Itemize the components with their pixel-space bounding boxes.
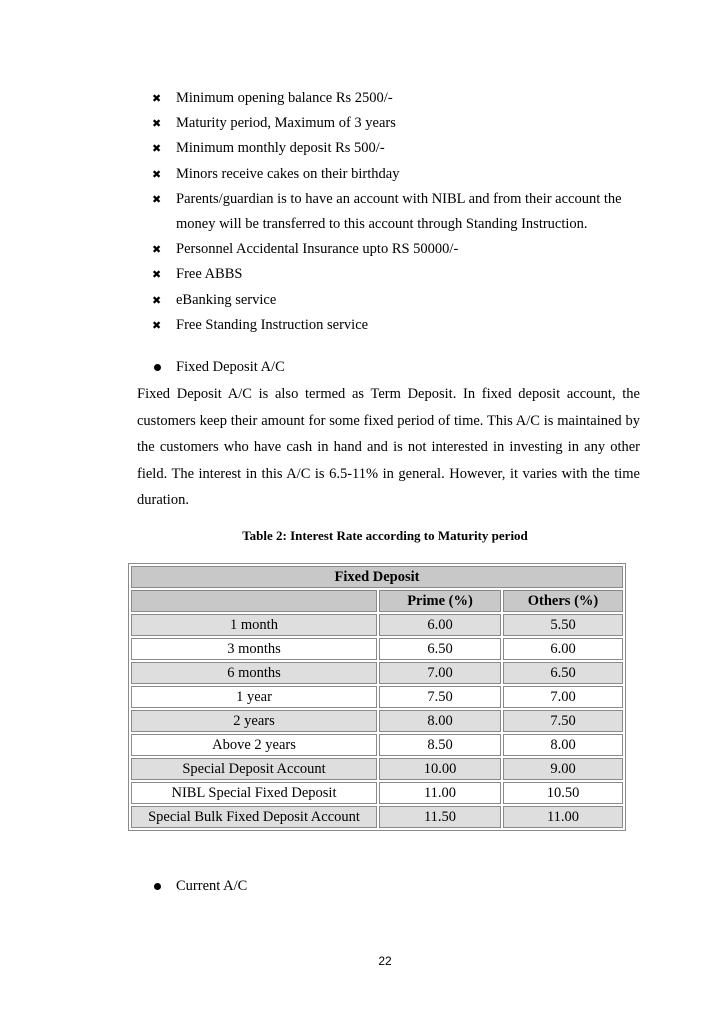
table-row xyxy=(131,614,623,636)
table-cell: 10.00 xyxy=(379,758,501,780)
table-row xyxy=(131,710,623,732)
table-header-row xyxy=(131,590,623,612)
column-header-prime: Prime (%) xyxy=(379,590,501,612)
cross-bullet-icon: ✖ xyxy=(152,117,162,131)
column-header-period xyxy=(131,590,377,612)
current-account-heading xyxy=(152,876,247,896)
table-cell: 11.50 xyxy=(379,806,501,828)
cross-bullet-icon: ✖ xyxy=(152,92,162,105)
list-item xyxy=(152,313,652,338)
table-cell: 5.50 xyxy=(503,614,623,636)
table-row xyxy=(131,686,623,708)
table-cell: 6.00 xyxy=(503,638,623,660)
table-cell: Special Bulk Fixed Deposit Account xyxy=(131,806,377,828)
list-item xyxy=(152,162,652,187)
list-item-text: Free Standing Instruction service xyxy=(176,316,369,333)
list-item-text: Parents/guardian is to have an account with NIBL and from their account the money will be transferred to this account through Standing Instruction. xyxy=(176,190,622,233)
table-cell: 7.00 xyxy=(379,662,501,684)
list-item xyxy=(152,237,652,262)
list-item xyxy=(152,187,652,237)
list-item-text: Minimum monthly deposit Rs 500/- xyxy=(176,140,385,157)
cross-bullet-icon: ✖ xyxy=(152,293,162,307)
table-row xyxy=(131,758,623,780)
list-item-text: eBanking service xyxy=(176,291,277,308)
table-cell: 1 year xyxy=(131,686,377,708)
bullet-dot-icon xyxy=(154,364,161,371)
table-cell: 10.50 xyxy=(503,782,623,804)
cross-bullet-icon: ✖ xyxy=(152,318,162,332)
table-cell: NIBL Special Fixed Deposit xyxy=(131,782,377,804)
table-caption: Table 2: Interest Rate according to Maturity period xyxy=(242,528,528,543)
table-cell: Special Deposit Account xyxy=(131,758,377,780)
table-cell: 11.00 xyxy=(503,806,623,828)
feature-list xyxy=(152,86,652,338)
list-item xyxy=(152,288,652,313)
list-item-text: Personnel Accidental Insurance upto RS 50000/- xyxy=(176,241,459,258)
table-cell: 6.50 xyxy=(503,662,623,684)
table-row xyxy=(131,734,623,756)
table-row xyxy=(131,806,623,828)
list-item-text: Maturity period, Maximum of 3 years xyxy=(176,115,396,132)
bullet-dot-icon xyxy=(154,883,161,890)
current-account-heading-text: Current A/C xyxy=(176,878,248,894)
table-cell: 2 years xyxy=(131,710,377,732)
list-item xyxy=(152,111,652,136)
cross-bullet-icon: ✖ xyxy=(152,167,162,181)
list-item xyxy=(152,262,652,287)
table-cell: 11.00 xyxy=(379,782,501,804)
table-title: Fixed Deposit xyxy=(131,566,623,588)
list-item-text: Minors receive cakes on their birthday xyxy=(176,165,400,182)
cross-bullet-icon: ✖ xyxy=(152,142,162,156)
table-row xyxy=(131,782,623,804)
table-cell: 8.00 xyxy=(503,734,623,756)
table-cell: Above 2 years xyxy=(131,734,377,756)
table-row xyxy=(131,638,623,660)
table-cell: 6.50 xyxy=(379,638,501,660)
fixed-deposit-heading-text: Fixed Deposit A/C xyxy=(176,359,285,375)
page-number: 22 xyxy=(378,954,392,968)
table-cell: 7.00 xyxy=(503,686,623,708)
table-row xyxy=(131,662,623,684)
table-cell: 9.00 xyxy=(503,758,623,780)
cross-bullet-icon: ✖ xyxy=(152,243,162,257)
column-header-others: Others (%) xyxy=(503,590,623,612)
table-cell: 7.50 xyxy=(379,686,501,708)
list-item xyxy=(152,86,652,111)
list-item-text: Minimum opening balance Rs 2500/- xyxy=(176,90,393,106)
fixed-deposit-heading xyxy=(152,357,285,377)
table-cell: 6 months xyxy=(131,662,377,684)
list-item-text: Free ABBS xyxy=(176,266,243,283)
table-cell: 8.00 xyxy=(379,710,501,732)
cross-bullet-icon: ✖ xyxy=(152,268,162,282)
table-cell: 6.00 xyxy=(379,614,501,636)
table-cell: 8.50 xyxy=(379,734,501,756)
cross-bullet-icon: ✖ xyxy=(152,192,162,206)
interest-rate-table xyxy=(128,563,626,831)
fixed-deposit-paragraph: Fixed Deposit A/C is also termed as Term Deposit. In fixed deposit account, the customers keep their amount for some fixed period of time. This A/C is maintained by the customers who have cash in hand and is not interested in investing in any other field. The interest in this A/C is 6.5-11% in general. However, it varies with the time duration. xyxy=(137,386,640,508)
table-title-row xyxy=(131,566,623,588)
list-item xyxy=(152,136,652,161)
table-cell: 3 months xyxy=(131,638,377,660)
table-cell: 7.50 xyxy=(503,710,623,732)
table-cell: 1 month xyxy=(131,614,377,636)
